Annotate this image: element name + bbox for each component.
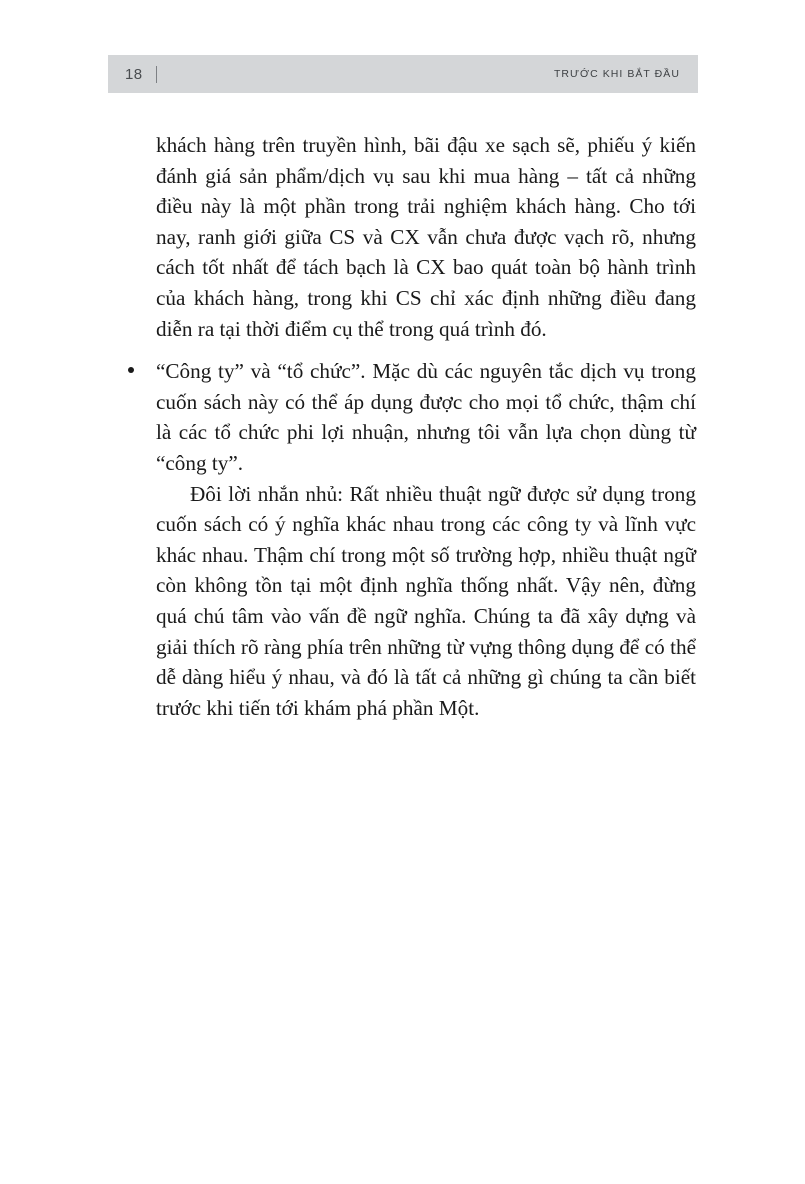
list-item — [156, 356, 696, 478]
folio-divider — [156, 66, 157, 83]
paragraph-continuation: khách hàng trên truyền hình, bãi đậu xe sạch sẽ, phiếu ý kiến đánh giá sản phẩm/dịch vụ sau khi mua hàng – tất cả những điều này là một phần trong trải nghiệm khách hàng. Cho tới nay, ranh giới giữa CS và CX vẫn chưa được vạch rõ, nhưng cách tốt nhất để tách bạch là CX bao quát toàn bộ hành trình của khách hàng, trong khi CS chỉ xác định những điều đang diễn ra tại thời điểm cụ thể trong quá trình đó. — [156, 133, 696, 341]
bullet-point-icon — [128, 367, 134, 373]
running-head-title: TRƯỚC KHI BẮT ĐẦU — [553, 67, 680, 80]
page-number: 18 — [125, 65, 143, 83]
list-item-text: “Công ty” và “tổ chức”. Mặc dù các nguyên tắc dịch vụ trong cuốn sách này có thể áp dụng được cho mọi tổ chức, thậm chí là các tổ chức phi lợi nhuận, nhưng tôi vẫn lựa chọn dùng từ “công ty”. — [156, 359, 696, 475]
bullet-list — [156, 356, 696, 478]
page-text-block — [156, 130, 696, 723]
closing-paragraph: Đôi lời nhắn nhủ: Rất nhiều thuật ngữ được sử dụng trong cuốn sách có ý nghĩa khác nhau trong các công ty và lĩnh vực khác nhau. Thậm chí trong một số trường hợp, nhiều thuật ngữ còn không tồn tại một định nghĩa thống nhất. Vậy nên, đừng quá chú tâm vào vấn đề ngữ nghĩa. Chúng ta đã xây dựng và giải thích rõ ràng phía trên những từ vựng thông dụng để có thể dễ dàng hiểu ý nhau, và đó là tất cả những gì chúng ta cần biết trước khi tiến tới khám phá phần Một. — [156, 481, 696, 720]
running-head — [108, 55, 698, 93]
